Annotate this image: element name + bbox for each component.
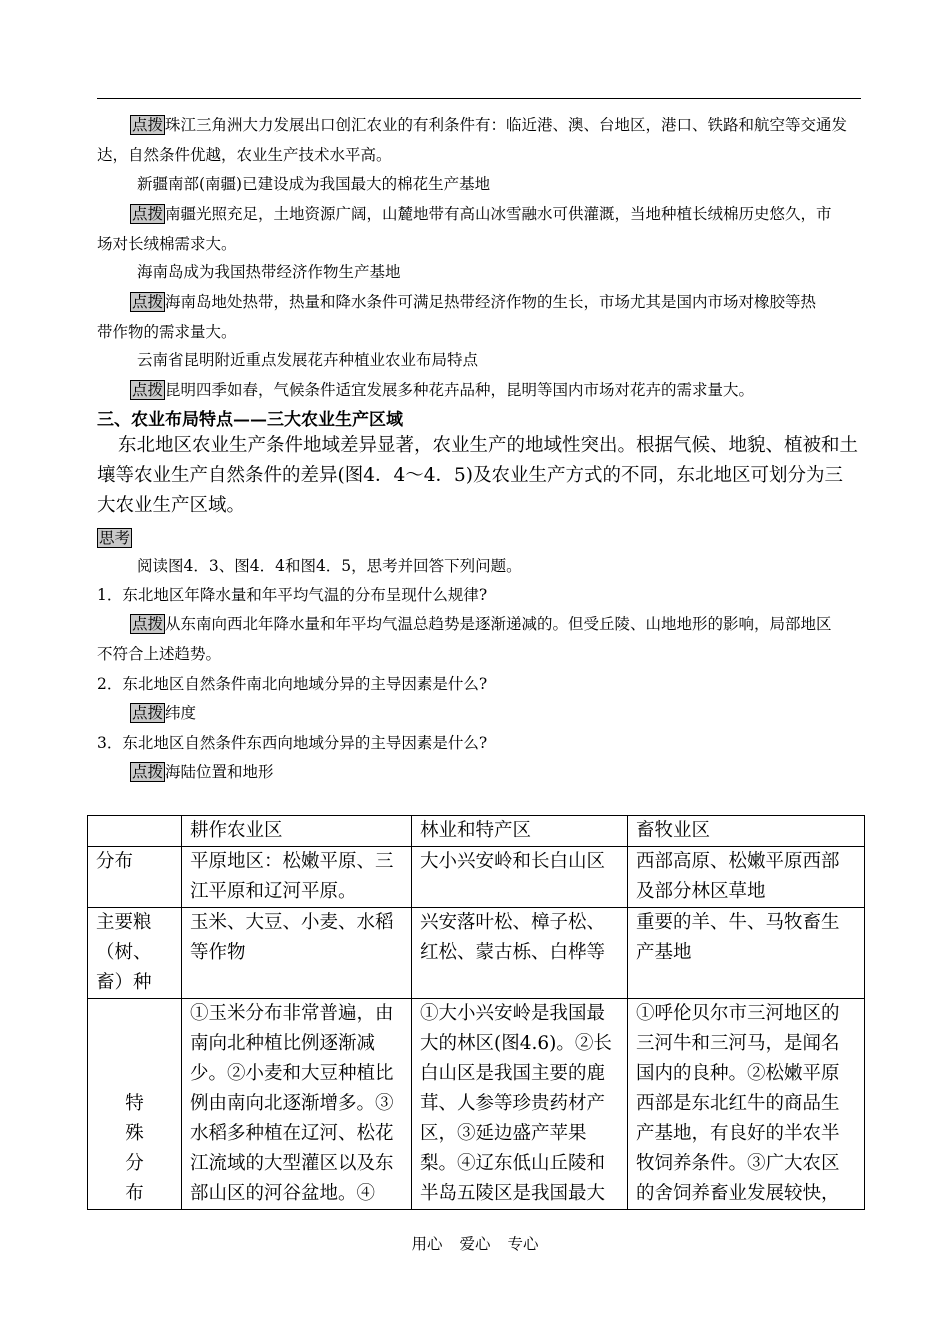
question-hainan: 海南岛成为我国热带经济作物生产基地 [137,263,401,281]
table-header-cell: 畜牧业区 [628,816,865,847]
dianbo-tag: 点拨 [132,615,164,633]
dianbo-tag: 点拨 [132,381,164,399]
table-cell: 兴安落叶松、樟子松、红松、蒙古栎、白桦等 [412,908,628,999]
table-cell: ①呼伦贝尔市三河地区的三河牛和三河马，是闻名国内的良种。②松嫩平原西部是东北红牛的商品生产基地，有良好的半农半牧饲养条件。③广大农区的舍饲养畜业发展较快， [628,999,865,1210]
table-cell: 平原地区：松嫩平原、三江平原和辽河平原。 [182,847,412,908]
table-cell: 西部高原、松嫩平原西部及部分林区草地 [628,847,865,908]
paragraph-hainan-2: 带作物的需求量大。 [97,323,237,341]
answer-1-line-2: 不符合上述趋势。 [97,645,222,663]
header-rule [97,98,861,99]
paragraph-xinjiang-2: 场对长绒棉需求大。 [97,235,237,253]
question-2: 2．东北地区自然条件南北向地域分异的主导因素是什么? [97,675,488,693]
sikao-tag: 思考 [99,529,131,547]
answer-3: 点拨 海陆位置和地形 [132,763,274,781]
table-header-cell: 林业和特产区 [412,816,628,847]
footer-text: 专心 [507,1235,539,1253]
intro-line-1: 东北地区农业生产条件地域差异显著，农业生产的地域性突出。根据气候、地貌、植被和土 [118,435,859,456]
table-cell [88,816,182,847]
footer-text: 用心 [411,1235,443,1253]
dianbo-tag: 点拨 [132,293,164,311]
table-cell: 重要的羊、牛、马牧畜生产基地 [628,908,865,999]
table-cell: ①玉米分布非常普遍，由南向北种植比例逐渐减少。②小麦和大豆种植比例由南向北逐渐增多。③水稻多种植在辽河、松花江流域的大型灌区以及东部山区的河谷盆地。④ [182,999,412,1210]
paragraph-pearl-delta-2: 达，自然条件优越，农业生产技术水平高。 [97,146,392,164]
table-row [88,999,865,1210]
intro-line-2: 壤等农业生产自然条件的差异(图4．4～4．5)及农业生产方式的不同，东北地区可划分为三 [97,465,844,486]
table-cell: 玉米、大豆、小麦、水稻等作物 [182,908,412,999]
section-title: 三、农业布局特点——三大农业生产区域 [97,410,403,430]
paragraph-xinjiang-1: 点拨 南疆光照充足，土地资源广阔，山麓地带有高山冰雪融水可供灌溉，当地种植长绒棉历史悠久，市 [132,205,832,223]
table-row [88,847,865,908]
answer-2: 点拨 纬度 [132,704,197,722]
footer-text: 爱心 [459,1235,491,1253]
table-header-row [88,816,865,847]
dianbo-tag: 点拨 [132,704,164,722]
page-footer [0,1232,950,1254]
intro-line-3: 大农业生产区域。 [97,495,246,516]
table-cell: ①大小兴安岭是我国最大的林区(图4.6)。②长白山区是我国主要的鹿茸、人参等珍贵药材产区，③延边盛产苹果梨。④辽东低山丘陵和半岛五陵区是我国最大 [412,999,628,1210]
answer-1-line-1: 点拨 从东南向西北年降水量和年平均气温总趋势是逐渐递减的。但受丘陵、山地地形的影响，局部地区 [132,615,832,633]
paragraph-yunnan: 点拨 昆明四季如春，气候条件适宜发展多种花卉品种，昆明等国内市场对花卉的需求量大。 [132,381,755,399]
dianbo-tag: 点拨 [132,116,164,134]
agriculture-zones-table [87,815,865,1210]
paragraph-pearl-delta-1: 点拨 珠江三角洲大力发展出口创汇农业的有利条件有：临近港、澳、台地区，港口、铁路和航空等交通发 [132,116,848,134]
question-1: 1．东北地区年降水量和年平均气温的分布呈现什么规律? [97,586,488,604]
row-label: 分布 [88,847,182,908]
sikao-label [97,528,867,548]
dianbo-tag: 点拨 [132,205,164,223]
question-3: 3．东北地区自然条件东西向地域分异的主导因素是什么? [97,734,488,752]
read-instruction: 阅读图4．3、图4．4和图4．5，思考并回答下列问题。 [137,557,522,575]
row-label: 特殊分布 [88,999,182,1210]
table-cell: 大小兴安岭和长白山区 [412,847,628,908]
paragraph-hainan-1: 点拨 海南岛地处热带，热量和降水条件可满足热带经济作物的生长，市场尤其是国内市场对橡胶等热 [132,293,817,311]
table-row [88,908,865,999]
table-header-cell: 耕作农业区 [182,816,412,847]
dianbo-tag: 点拨 [132,763,164,781]
question-xinjiang: 新疆南部(南疆)已建设成为我国最大的棉花生产基地 [137,175,491,193]
question-yunnan: 云南省昆明附近重点发展花卉种植业农业布局特点 [137,351,479,369]
row-label: 主要粮（树、畜）种 [88,908,182,999]
